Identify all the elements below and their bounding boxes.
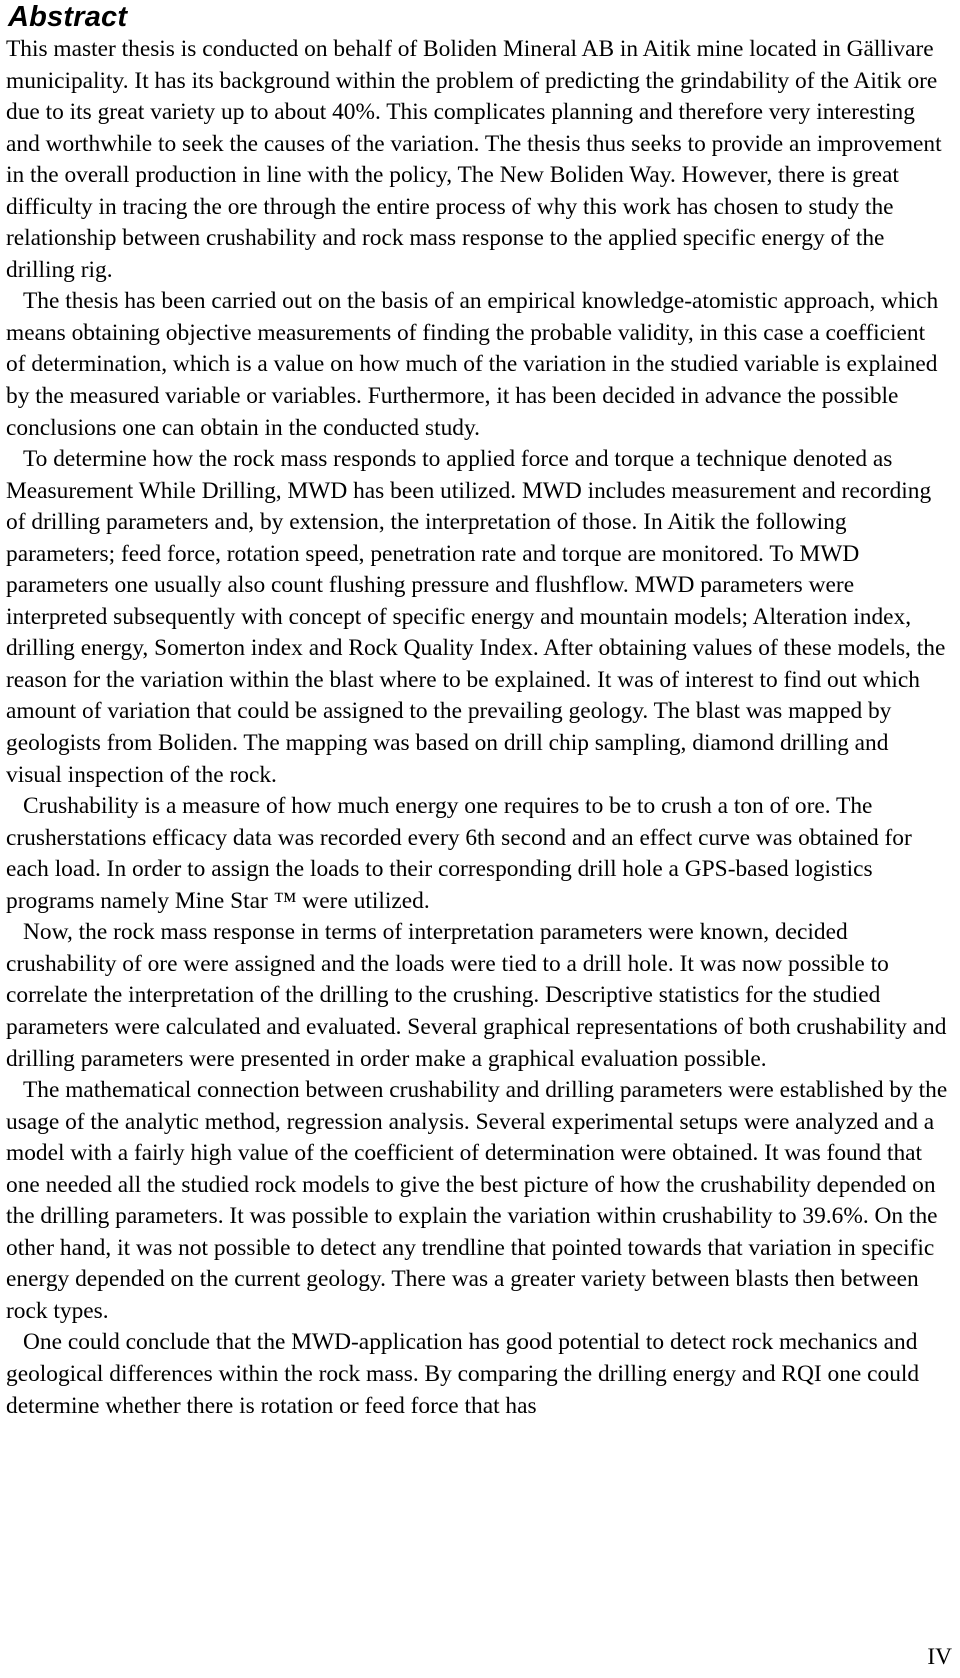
paragraph-method: The thesis has been carried out on the basis of an empirical knowledge-atomistic approach, which means obtaining objective measurements of finding the probable validity, in this case a coefficient of determination, which is a value on how much of the variation in the studied variable is explained by the measured variable or variables. Furthermore, it has been decided in advance the possible conclusions one can obtain in the conducted study. [6, 288, 939, 441]
paragraph-mwd: To determine how the rock mass responds to applied force and torque a technique denoted as Measurement While Drilling, MWD has been utilized. MWD includes measurement and recording of drilling parameters and, by extension, the interpretation of those. In Aitik the following parameters; feed force, rotation speed, penetration rate and torque are monitored. To MWD parameters one usually also count flushing pressure and flushflow. MWD parameters were interpreted subsequently with concept of specific energy and mountain models; Alteration index, drilling energy, Somerton index and Rock Quality Index. After obtaining values of these models, the reason for the variation within the blast where to be explained. It was of interest to find out which amount of variation that could be assigned to the prevailing geology. The blast was mapped by geologists from Boliden. The mapping was based on drill chip sampling, diamond drilling and visual inspection of the rock. [6, 446, 946, 788]
abstract-heading: Abstract [8, 1, 128, 33]
abstract-body [6, 34, 950, 1422]
paragraph-correlation: Now, the rock mass response in terms of interpretation parameters were known, decided crushability of ore were assigned and the loads were tied to a drill hole. It was now possible to correlate the interpretation of the drilling to the crushing. Descriptive statistics for the studied parameters were calculated and evaluated. Several graphical representations of both crushability and drilling parameters were presented in order make a graphical evaluation possible. [6, 919, 947, 1072]
document-page [6, 0, 954, 1678]
page-number: IV [927, 1644, 952, 1670]
paragraph-regression: The mathematical connection between crushability and drilling parameters were established by the usage of the analytic method, regression analysis. Several experimental setups were analyzed and a model with a fairly high value of the coefficient of determination were obtained. It was found that one needed all the studied rock models to give the best picture of how the crushability depended on the drilling parameters. It was possible to explain the variation within crushability to 39.6%. On the other hand, it was not possible to detect any trendline that pointed towards that variation in specific energy depended on the current geology. There was a greater variety between blasts then between rock types. [6, 1077, 948, 1324]
paragraph-crushability: Crushability is a measure of how much energy one requires to be to crush a ton of ore. The crusherstations efficacy data was recorded every 6th second and an effect curve was obtained for each load. In order to assign the loads to their corresponding drill hole a GPS-based logistics programs namely Mine Star ™ were utilized. [6, 793, 912, 914]
paragraph-intro: This master thesis is conducted on behalf of Boliden Mineral AB in Aitik mine located in Gällivare municipality. It has its background within the problem of predicting the grindability of the Aitik ore due to its great variety up to about 40%. This complicates planning and therefore very interesting and worthwhile to seek the causes of the variation. The thesis thus seeks to provide an improvement in the overall production in line with the policy, The New Boliden Way. However, there is great difficulty in tracing the ore through the entire process of why this work has chosen to study the relationship between crushability and rock mass response to the applied specific energy of the drilling rig. [6, 36, 942, 283]
paragraph-conclusion: One could conclude that the MWD-application has good potential to detect rock mechanics and geological differences within the rock mass. By comparing the drilling energy and RQI one could determine whether there is rotation or feed force that has [6, 1329, 920, 1419]
